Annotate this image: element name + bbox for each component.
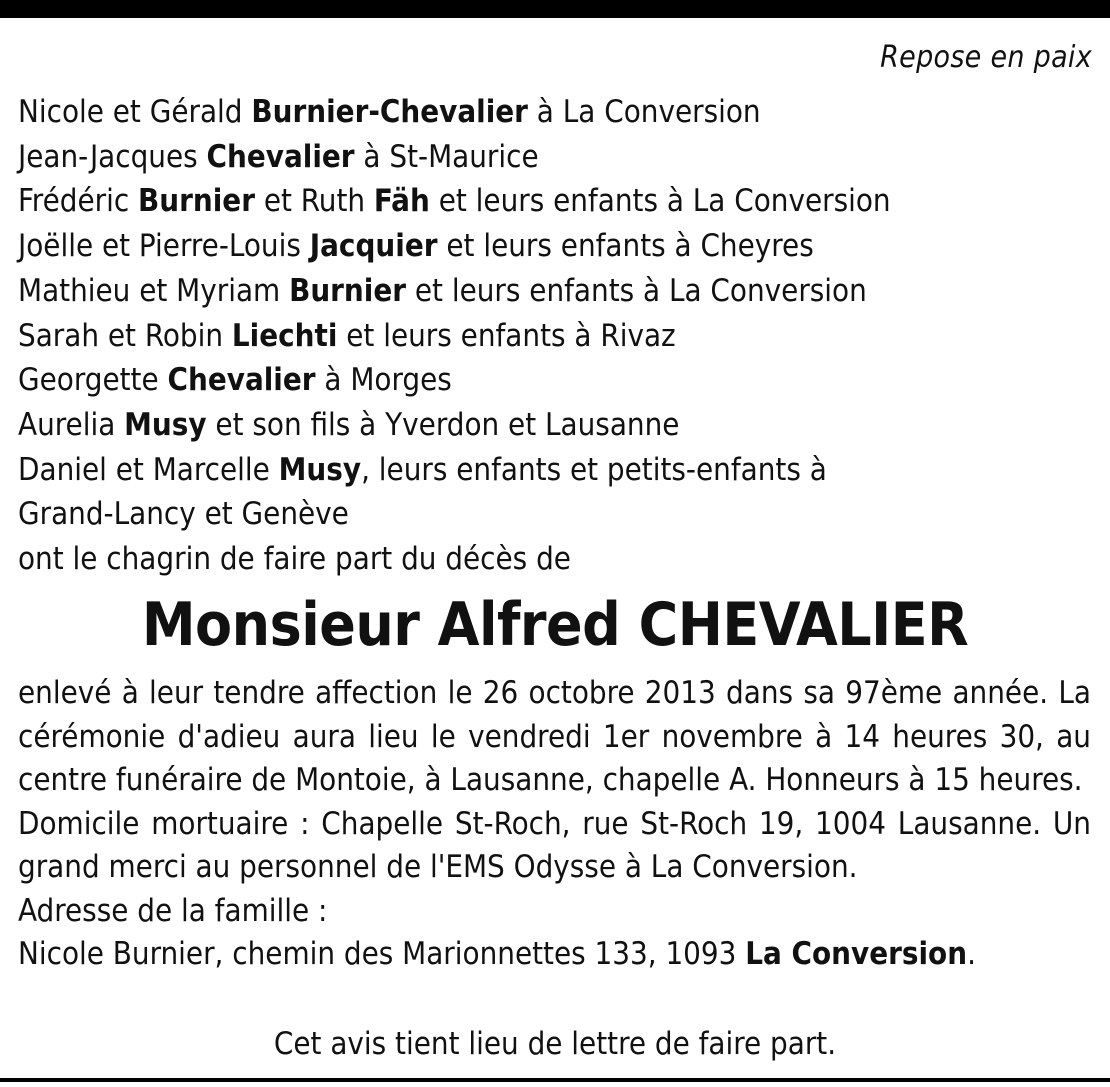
family-line	[18, 314, 1093, 359]
family-text: Sarah et Robin	[18, 317, 232, 354]
family-text: Mathieu et Myriam	[18, 272, 290, 309]
family-list	[18, 90, 1093, 582]
details-address-heading: Adresse de la famille :	[18, 892, 328, 929]
deceased-name: Monsieur Alfred CHEVALIER	[141, 590, 969, 660]
family-text: Frédéric	[18, 183, 139, 220]
family-text: , leurs enfants et petits-enfants à	[361, 451, 827, 488]
address-suffix: .	[967, 936, 976, 972]
family-text: Nicole et Gérald	[18, 94, 252, 130]
family-surname: Chevalier	[206, 138, 355, 175]
address-town: La Conversion	[745, 936, 968, 972]
family-surname: Burnier	[289, 272, 407, 309]
family-line	[18, 537, 1093, 582]
family-line	[18, 135, 1093, 180]
family-surname: Fäh	[373, 183, 430, 220]
family-line	[18, 492, 1093, 537]
family-text: et leurs enfants à Rivaz	[337, 317, 676, 354]
family-text: et Ruth	[254, 183, 374, 220]
top-rule	[0, 0, 1110, 18]
details-paragraph-ceremony: enlevé à leur tendre affection le 26 octobre 2013 dans sa 97ème année. La cérémonie d'adieu aura lieu le vendredi 1er novembre à 14 heures 30, au centre funéraire de Montoie, à Lausanne, chapelle A. Honneurs à 15 heures.	[18, 675, 1091, 798]
family-line	[18, 90, 1093, 135]
family-text: Georgette	[18, 362, 168, 399]
family-surname: Musy	[278, 451, 362, 488]
family-text: ont le chagrin de faire part du décès de	[18, 541, 571, 578]
family-surname: Musy	[124, 406, 207, 443]
closing-note: Cet avis tient lieu de lettre de faire part.	[273, 1026, 837, 1062]
family-line	[18, 403, 1093, 448]
family-surname: Chevalier	[167, 362, 316, 399]
family-text: Daniel et Marcelle	[18, 451, 279, 488]
family-surname: Burnier-Chevalier	[251, 94, 528, 130]
family-surname: Burnier	[138, 183, 255, 220]
family-line	[18, 269, 1093, 314]
family-text: Joëlle et Pierre-Louis	[18, 228, 310, 265]
family-text: à St-Maurice	[354, 138, 539, 175]
bottom-rule	[0, 1078, 1110, 1082]
motto: Repose en paix	[880, 40, 1092, 75]
family-surname: Liechti	[231, 317, 338, 354]
family-line	[18, 358, 1093, 403]
family-text: à La Conversion	[527, 94, 761, 130]
family-line	[18, 224, 1093, 269]
address-prefix: Nicole Burnier, chemin des Marionnettes 133, 1093	[18, 936, 746, 972]
family-text: à Morges	[315, 362, 452, 399]
family-text: Grand-Lancy et Genève	[18, 496, 349, 533]
details-paragraph-domicile: Domicile mortuaire : Chapelle St-Roch, rue St-Roch 19, 1004 Lausanne. Un grand merci au personnel de l'EMS Odysse à La Conversion.	[18, 805, 1091, 885]
family-text: et leurs enfants à La Conversion	[429, 183, 891, 220]
family-text: et leurs enfants à Cheyres	[437, 228, 814, 265]
family-text: et leurs enfants à La Conversion	[406, 272, 867, 309]
details-address	[18, 933, 1091, 977]
family-line	[18, 179, 1093, 224]
details	[18, 672, 1091, 977]
family-text: Jean-Jacques	[18, 138, 207, 175]
family-surname: Jacquier	[309, 228, 438, 265]
family-text: Aurelia	[18, 406, 125, 443]
family-text: et son fils à Yverdon et Lausanne	[206, 406, 680, 443]
family-line	[18, 448, 1093, 493]
